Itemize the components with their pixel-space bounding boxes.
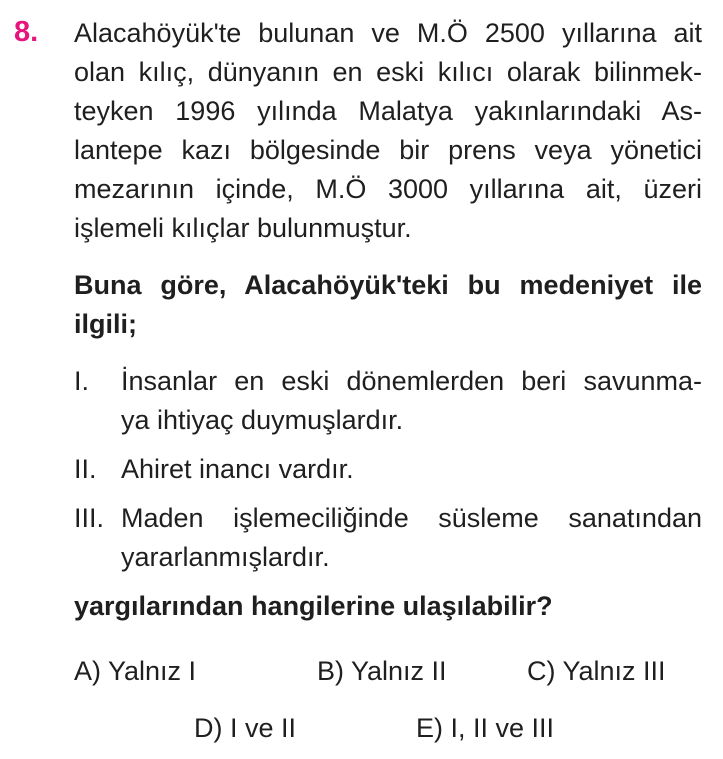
choice-b[interactable]: B) Yalnız II <box>317 656 447 686</box>
statement-number: II. <box>74 454 97 484</box>
choice-c[interactable]: C) Yalnız III <box>527 656 666 686</box>
prompt-line: ilgili; <box>74 309 137 339</box>
statement-number: I. <box>74 366 90 396</box>
statement-text: yararlanmışlardır. <box>121 542 330 572</box>
statement-text: Maden işlemeciliğinde süsleme sanatından <box>121 503 702 533</box>
passage-line: teyken 1996 yılında Malatya yakınlarındaki As- <box>74 96 702 126</box>
passage-line: lantepe kazı bölgesinde bir prens veya yönetici <box>74 135 702 165</box>
passage-line: olan kılıç, dünyanın en eski kılıcı olarak bilinmek- <box>74 57 702 87</box>
statement-text: İnsanlar en eski dönemlerden beri savunma- <box>121 366 702 396</box>
closing-question: yargılarından hangilerine ulaşılabilir? <box>74 591 553 621</box>
passage-line: Alacahöyük'te bulunan ve M.Ö 2500 yıllarına ait <box>74 18 702 48</box>
statement-text: Ahiret inancı vardır. <box>121 454 354 484</box>
question-number: 8. <box>14 16 39 48</box>
choice-e[interactable]: E) I, II ve III <box>416 713 555 743</box>
passage-line: mezarının içinde, M.Ö 3000 yıllarına ait, üzeri <box>74 174 702 204</box>
choice-d[interactable]: D) I ve II <box>194 713 297 743</box>
choice-a[interactable]: A) Yalnız I <box>74 656 197 686</box>
statement-text: ya ihtiyaç duymuşlardır. <box>121 405 404 435</box>
prompt-line: Buna göre, Alacahöyük'teki bu medeniyet ile <box>74 270 702 300</box>
statement-number: III. <box>74 503 105 533</box>
passage-line: işlemeli kılıçlar bulunmuştur. <box>74 213 412 243</box>
